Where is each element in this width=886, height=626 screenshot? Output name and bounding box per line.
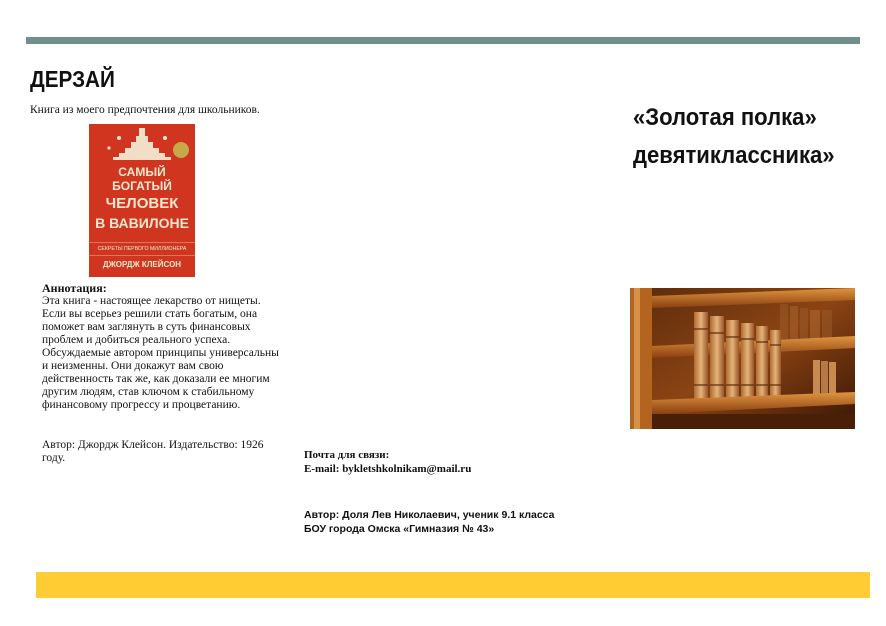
cover-title-line-2: БОГАТЫЙ — [112, 179, 172, 193]
cover-title-line-3: ЧЕЛОВЕК — [105, 195, 179, 212]
brochure-subtitle: Книга из моего предпочтения для школьников. — [30, 104, 260, 116]
contact-email: E-mail: bykletshkolnikam@mail.ru — [304, 463, 472, 475]
cover-author: ДЖОРДЖ КЛЕЙСОН — [102, 260, 182, 269]
cover-title-line-4: В ВАВИЛОНЕ — [95, 215, 189, 231]
top-accent-bar — [26, 37, 860, 44]
main-title — [633, 99, 835, 175]
bottom-accent-bar — [36, 572, 870, 598]
cover-title-line-1: САМЫЙ — [118, 165, 166, 179]
annotation-block — [42, 282, 292, 412]
brand-title: ДЕРЗАЙ — [30, 66, 115, 92]
main-title-line-1: «Золотая полка» — [633, 104, 817, 131]
brochure-author-line: Автор: Доля Лев Николаевич, ученик 9.1 класса — [304, 509, 555, 521]
book-author-info: Автор: Джордж Клейсон. Издательство: 1926 году. — [42, 439, 264, 464]
contact-block — [304, 448, 471, 476]
annotation-text: Эта книга - настоящее лекарство от нищеты. Если вы всерьез решили стать богатым, она поможет вам заглянуть в суть финансовых проблем и добиться реального успеха. Обсуждаемые автором принципы универсальны и неизменны. Они докажут вам свою действенность так же, как доказали ее многим другим людям, став ключом к стабильному финансовому прогрессу и процветанию. — [42, 295, 279, 411]
contact-heading: Почта для связи: — [304, 449, 390, 461]
cover-subtitle: СЕКРЕТЫ ПЕРВОГО МИЛЛИОНЕРА — [97, 246, 187, 252]
book-cover-image — [89, 124, 195, 277]
bookshelf-photo — [630, 288, 855, 429]
annotation-title: Аннотация: — [42, 281, 107, 295]
brochure-author-block — [304, 508, 555, 536]
brochure-school-line: БОУ города Омска «Гимназия № 43» — [304, 523, 495, 535]
main-title-line-2: девятиклассника» — [633, 142, 835, 169]
